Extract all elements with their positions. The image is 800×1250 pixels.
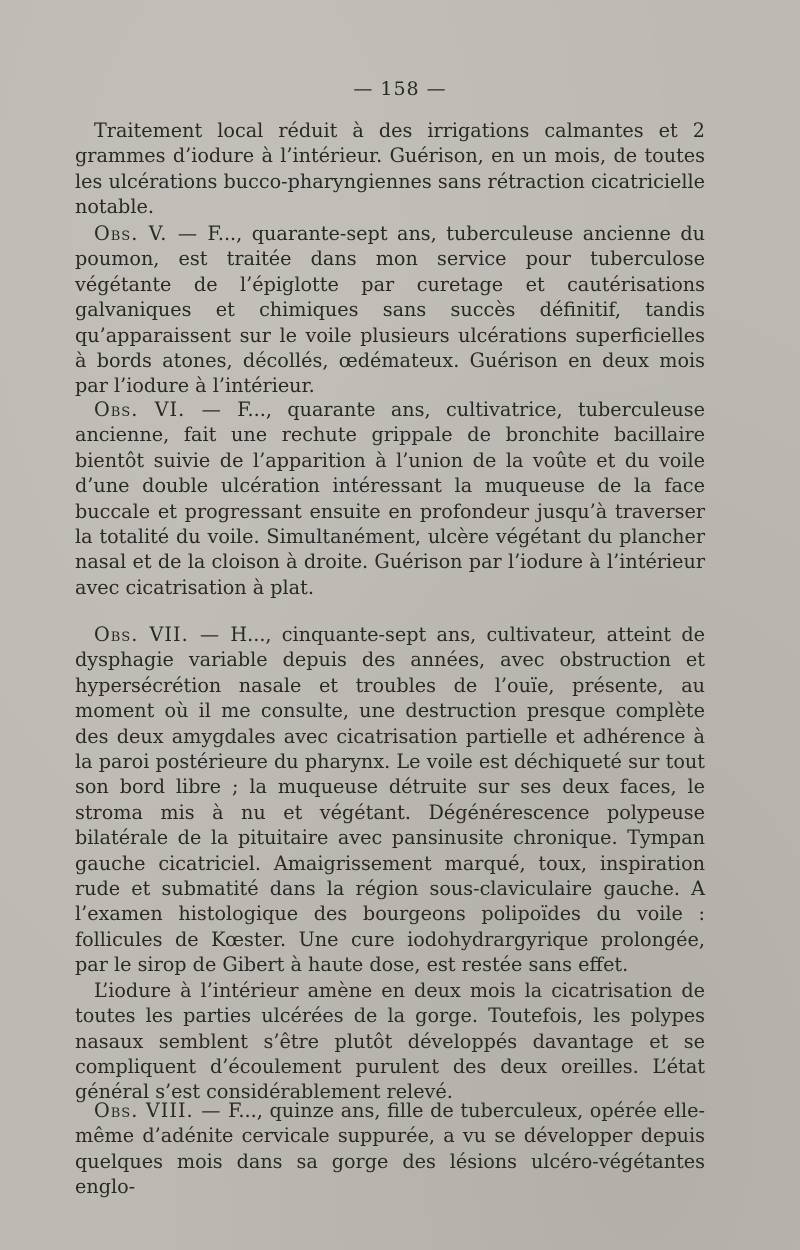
- observation-heading: Obs. VII. —: [94, 623, 221, 646]
- observation-heading: Obs. V. —: [94, 222, 199, 245]
- paragraph-text: Traitement local réduit à des irrigations calmantes et 2 grammes d’iodure à l’intérieur. Guérison, en un mois, de toutes les ulcérations bucco-pharyngiennes sans rétraction cicatricielle notable.: [75, 119, 705, 219]
- paragraph-text: H..., cinquante-sept ans, cultivateur, atteint de dysphagie variable depuis des années, avec obstruction et hypersécrétion nasale et troubles de l’ouïe, présente, au moment où il me consulte, une destruction presque complète des deux amygdales avec cicatrisation partielle et adhérence à la paroi postérieure du pharynx. Le voile est déchiqueté sur tout son bord libre ; la muqueuse détruite sur ses deux faces, le stroma mis à nu et végétant. Dégénérescence polypeuse bilatérale de la pituitaire avec pansinusite chronique. Tympan gauche cicatriciel. Amaigrissement marqué, toux, inspiration rude et submatité dans la région sous-claviculaire gauche. A l’examen histologique des bourgeons polipoïdes du voile : follicules de Kœster. Une cure iodohydrargyrique prolongée, par le sirop de Gibert à haute dose, est restée sans effet.: [75, 623, 705, 977]
- paragraph: [75, 221, 705, 399]
- paragraph-text: F..., quinze ans, fille de tuberculeux, opérée elle-même d’adénite cervicale suppurée, a vu se développer depuis quelques mois dans sa gorge des lésions ulcéro-végétantes englo-: [75, 1099, 705, 1199]
- paragraph: [75, 397, 705, 600]
- observation-5: [75, 221, 705, 399]
- paragraph-text: L’iodure à l’intérieur amène en deux mois la cicatrisation de toutes les parties ulcérées de la gorge. Toutefois, les polypes nasaux semblent s’être plutôt développés davantage et se compliquent d’écoulement purulent des deux oreilles. L’état général s’est considérablement relevé.: [75, 978, 705, 1104]
- observation-8: [75, 1098, 705, 1200]
- paragraph: [75, 118, 705, 220]
- paragraph: [75, 1098, 705, 1200]
- paragraph-text: F..., quarante ans, cultivatrice, tuberculeuse ancienne, fait une rechute grippale de bronchite bacillaire bientôt suivie de l’apparition à l’union de la voûte et du voile d’une double ulcération intéressant la muqueuse de la face buccale et progressant ensuite en profondeur jusqu’à traverser la totalité du voile. Simultanément, ulcère végétant du plancher nasal et de la cloison à droite. Guérison par l’iodure à l’intérieur avec cicatrisation à plat.: [75, 398, 705, 599]
- observation-6: [75, 397, 705, 600]
- paragraph: [75, 978, 705, 1105]
- paragraph-text: F..., quarante-sept ans, tuberculeuse ancienne du poumon, est traitée dans mon service pour tuberculose végétante de l’épiglotte par curetage et cautérisations galvaniques et chimiques sans succès définitif, tandis qu’apparaissent sur le voile plusieurs ulcérations superficielles à bords atones, décollés, œdémateux. Guérison en deux mois par l’iodure à l’intérieur.: [75, 222, 705, 398]
- observation-7: [75, 622, 705, 1105]
- observation-heading: Obs. VI. —: [94, 398, 222, 421]
- observation-heading: Obs. VIII. —: [94, 1099, 222, 1122]
- page-number: — 158 —: [353, 78, 447, 100]
- paragraph: [75, 622, 705, 978]
- paragraph-continuation: [75, 118, 705, 220]
